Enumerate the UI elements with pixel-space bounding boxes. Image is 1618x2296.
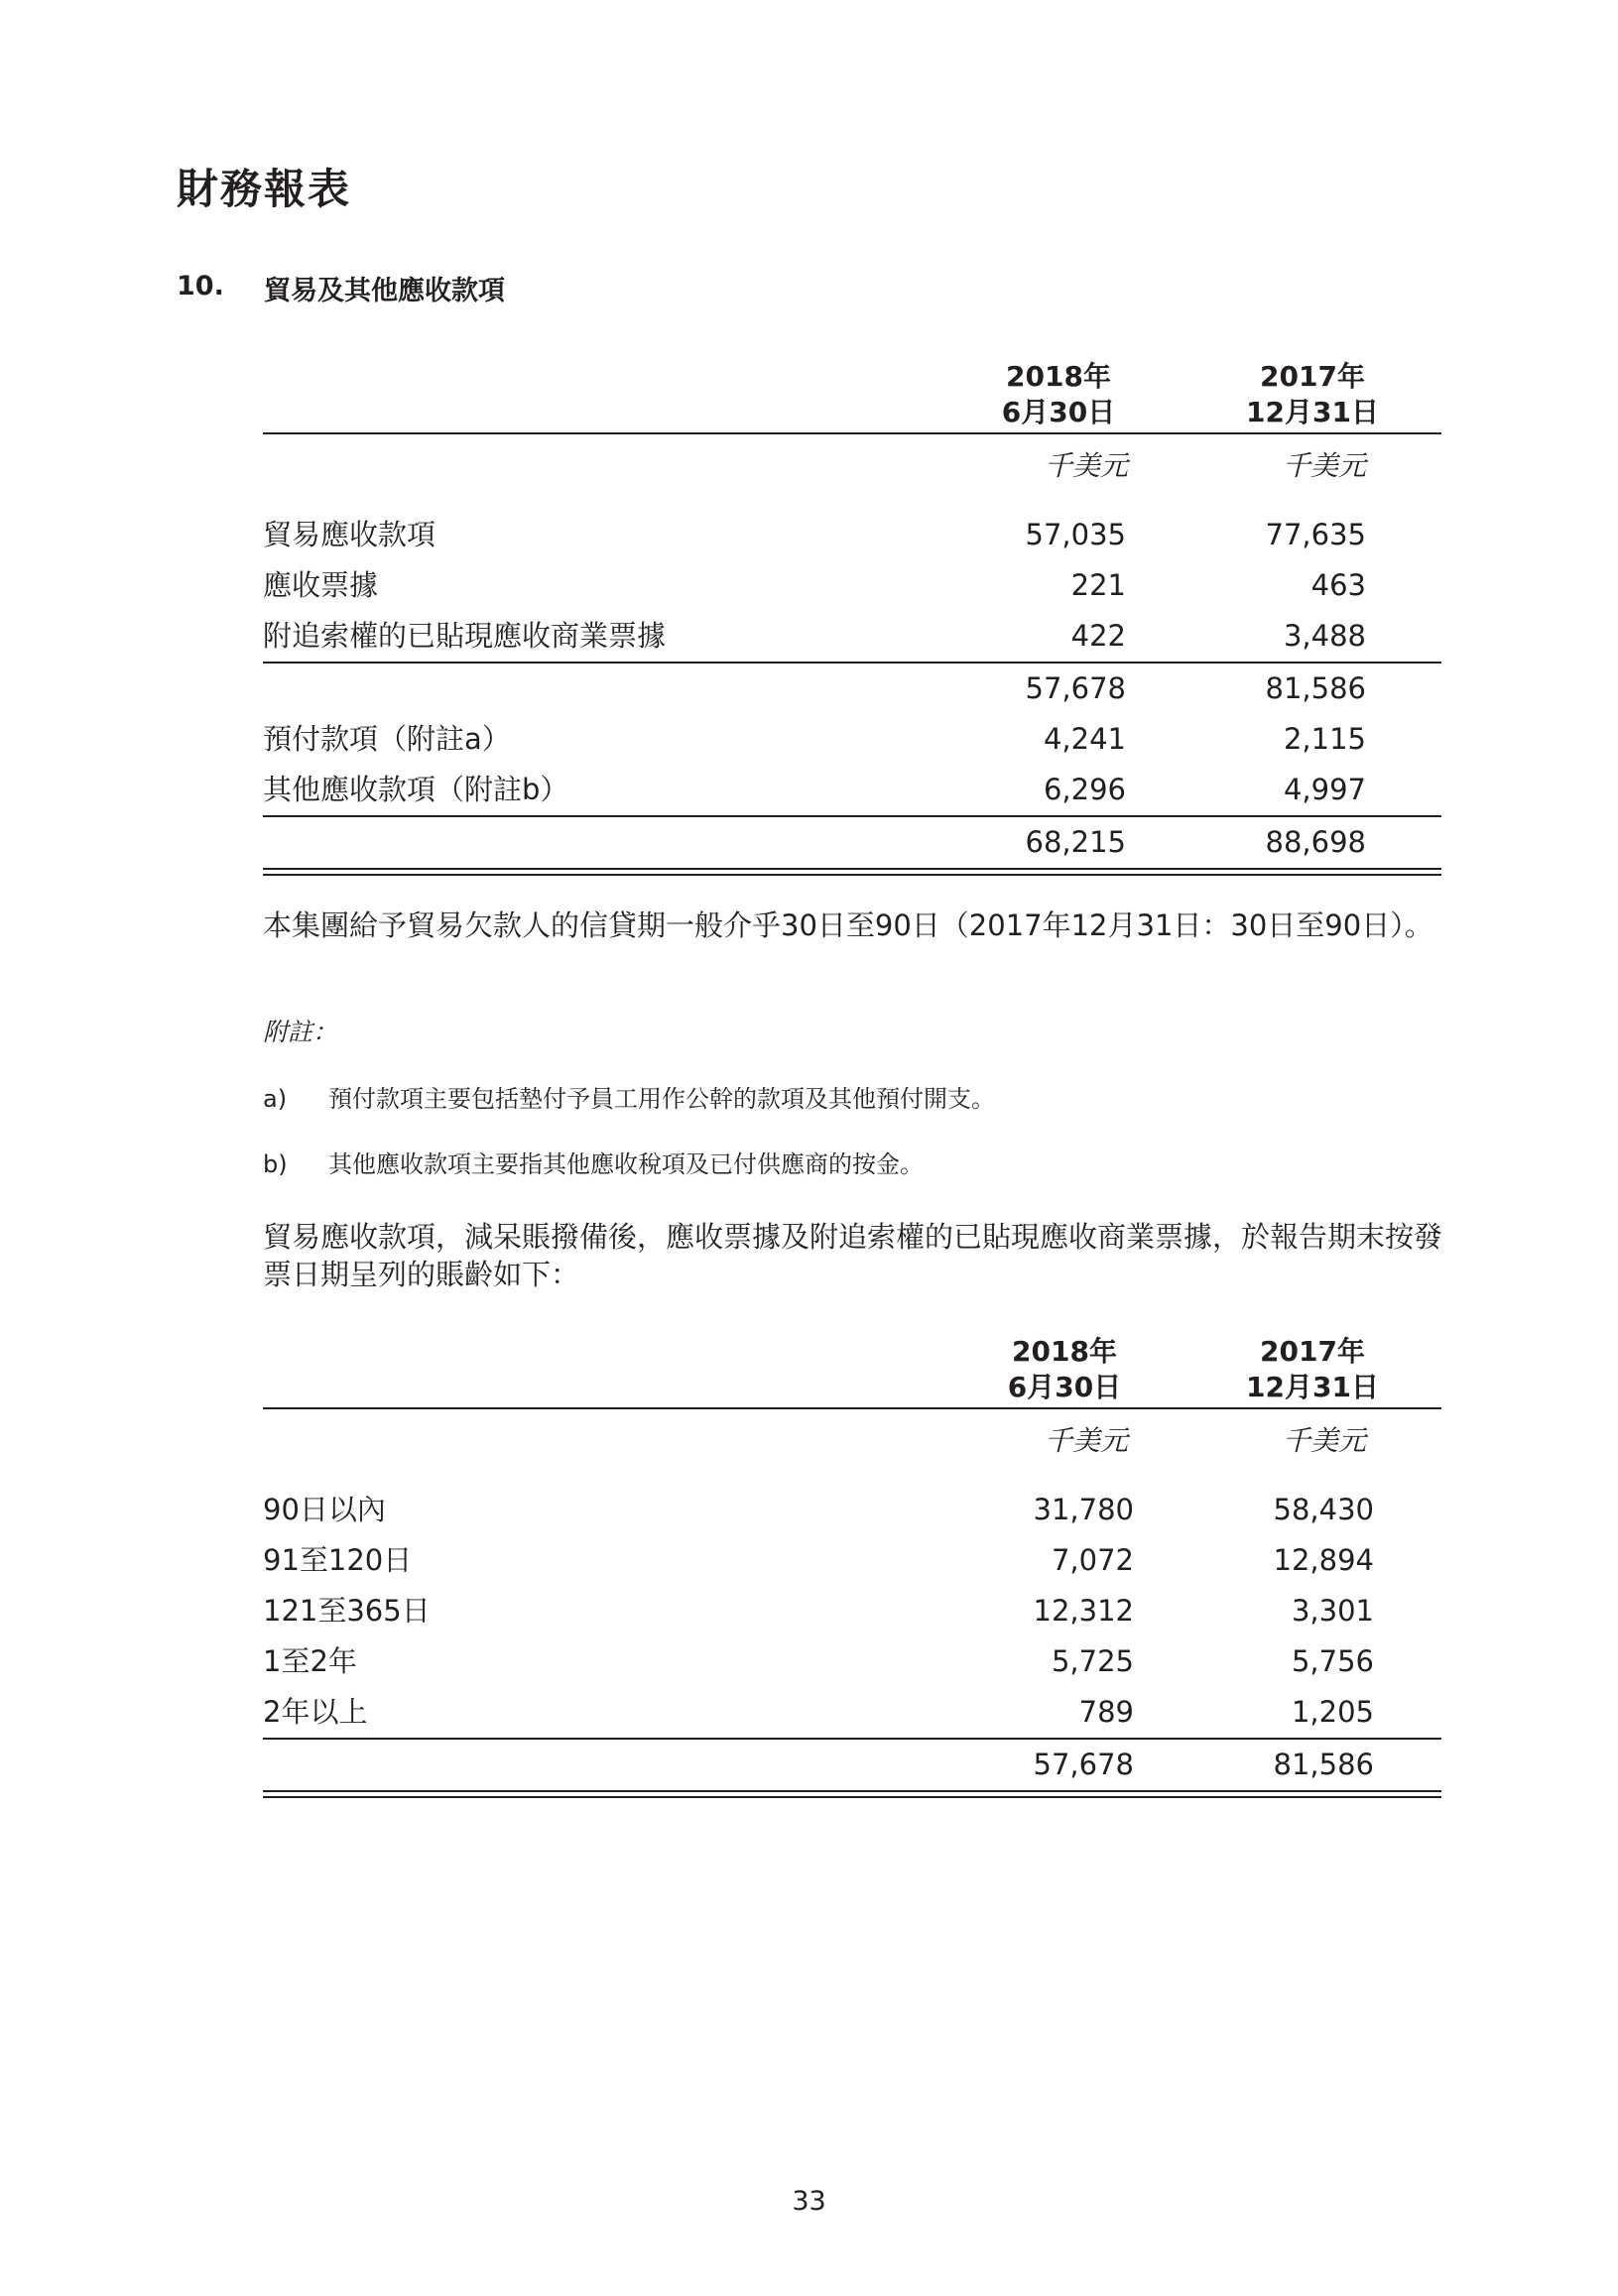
row-value-2017: 3,301 (1291, 1594, 1374, 1628)
total-row (263, 1740, 1441, 1790)
aging-intro-text: 貿易應收款項，減呆賬撥備後，應收票據及附追索權的已貼現應收商業票據，於報告期末按發票日期呈列的賬齡如下： (263, 1220, 1443, 1291)
double-rule (263, 1790, 1441, 1798)
notes-title: 附註： (263, 1018, 338, 1046)
unit-label: 千美元 (1044, 1424, 1128, 1457)
unit-row (263, 434, 1441, 498)
note-key: a) (263, 1085, 288, 1113)
row-value-2017: 463 (1310, 568, 1366, 602)
row-value-2018: 7,072 (1051, 1543, 1134, 1577)
row-label: 預付款項（附註a） (263, 722, 511, 756)
row-value-2017: 3,488 (1283, 619, 1366, 653)
unit-row (263, 1409, 1441, 1473)
subtotal-2018: 57,678 (1025, 671, 1126, 705)
credit-period-text: 本集團給予貿易欠款人的信貸期一般介乎30日至90日（2017年12月31日：30日至90日）。 (263, 908, 1433, 942)
row-value-2018: 12,312 (1033, 1594, 1134, 1628)
row-value-2017: 58,430 (1273, 1493, 1374, 1526)
table-row (263, 510, 1441, 560)
note-item (263, 1079, 995, 1114)
row-value-2017: 77,635 (1265, 518, 1366, 551)
aging-table (263, 1334, 1441, 1798)
table-row (263, 560, 1441, 611)
row-label: 90日以內 (263, 1493, 386, 1526)
page-number: 33 (792, 2186, 826, 2217)
row-value-2018: 789 (1078, 1695, 1134, 1729)
column-year: 2017年 (1260, 1335, 1365, 1368)
table-header (263, 359, 1441, 432)
row-value-2017: 12,894 (1273, 1543, 1374, 1577)
row-label: 91至120日 (263, 1543, 413, 1577)
unit-label: 千美元 (1282, 449, 1366, 482)
row-value-2018: 4,241 (1043, 722, 1126, 756)
row-label: 其他應收款項（附註b） (263, 773, 569, 806)
section-title: 貿易及其他應收款項 (264, 276, 505, 306)
page-heading: 財務報表 (177, 165, 352, 213)
note-item (263, 1145, 924, 1179)
row-value-2018: 31,780 (1033, 1493, 1134, 1526)
table-row (263, 1586, 1441, 1636)
total-2018: 57,678 (1033, 1748, 1134, 1781)
column-header-2018 (979, 359, 1138, 430)
table-row (263, 1535, 1441, 1586)
table-row (263, 765, 1441, 815)
row-value-2017: 1,205 (1291, 1695, 1374, 1729)
note-key: b) (263, 1150, 288, 1178)
row-value-2017: 5,756 (1291, 1644, 1374, 1678)
column-header-2018 (985, 1334, 1144, 1405)
column-header-2017 (1233, 359, 1392, 430)
row-value-2017: 2,115 (1283, 722, 1366, 756)
row-label: 附追索權的已貼現應收商業票據 (263, 619, 667, 653)
table-row (263, 1485, 1441, 1535)
total-2018: 68,215 (1025, 825, 1126, 859)
double-rule (263, 868, 1441, 876)
column-year: 2017年 (1260, 360, 1365, 393)
row-label: 應收票據 (263, 568, 379, 602)
row-label: 2年以上 (263, 1695, 368, 1729)
unit-label: 千美元 (1044, 449, 1128, 482)
table-row (263, 1687, 1441, 1738)
column-year: 2018年 (1012, 1335, 1117, 1368)
column-header-2017 (1233, 1334, 1392, 1405)
unit-label: 千美元 (1282, 1424, 1366, 1457)
column-date: 12月31日 (1246, 396, 1379, 428)
row-value-2018: 422 (1070, 619, 1126, 653)
subtotal-row (263, 664, 1441, 714)
note-text: 其他應收款項主要指其他應收稅項及已付供應商的按金。 (328, 1150, 924, 1178)
table-header (263, 1334, 1441, 1407)
table-row (263, 611, 1441, 662)
row-value-2018: 221 (1070, 568, 1126, 602)
row-value-2018: 6,296 (1043, 773, 1126, 806)
total-2017: 81,586 (1273, 1748, 1374, 1781)
row-label: 121至365日 (263, 1594, 431, 1628)
row-label: 貿易應收款項 (263, 518, 436, 551)
table-row (263, 714, 1441, 765)
total-row (263, 817, 1441, 868)
column-date: 6月30日 (1007, 1371, 1122, 1403)
row-label: 1至2年 (263, 1644, 357, 1678)
subtotal-2017: 81,586 (1265, 671, 1366, 705)
column-year: 2018年 (1006, 360, 1111, 393)
column-date: 6月30日 (1001, 396, 1116, 428)
row-value-2018: 57,035 (1025, 518, 1126, 551)
table-row (263, 1636, 1441, 1687)
row-value-2018: 5,725 (1051, 1644, 1134, 1678)
receivables-table (263, 359, 1441, 876)
section-number: 10. (177, 271, 224, 302)
note-text: 預付款項主要包括墊付予員工用作公幹的款項及其他預付開支。 (328, 1085, 995, 1113)
total-2017: 88,698 (1265, 825, 1366, 859)
row-value-2017: 4,997 (1283, 773, 1366, 806)
column-date: 12月31日 (1246, 1371, 1379, 1403)
